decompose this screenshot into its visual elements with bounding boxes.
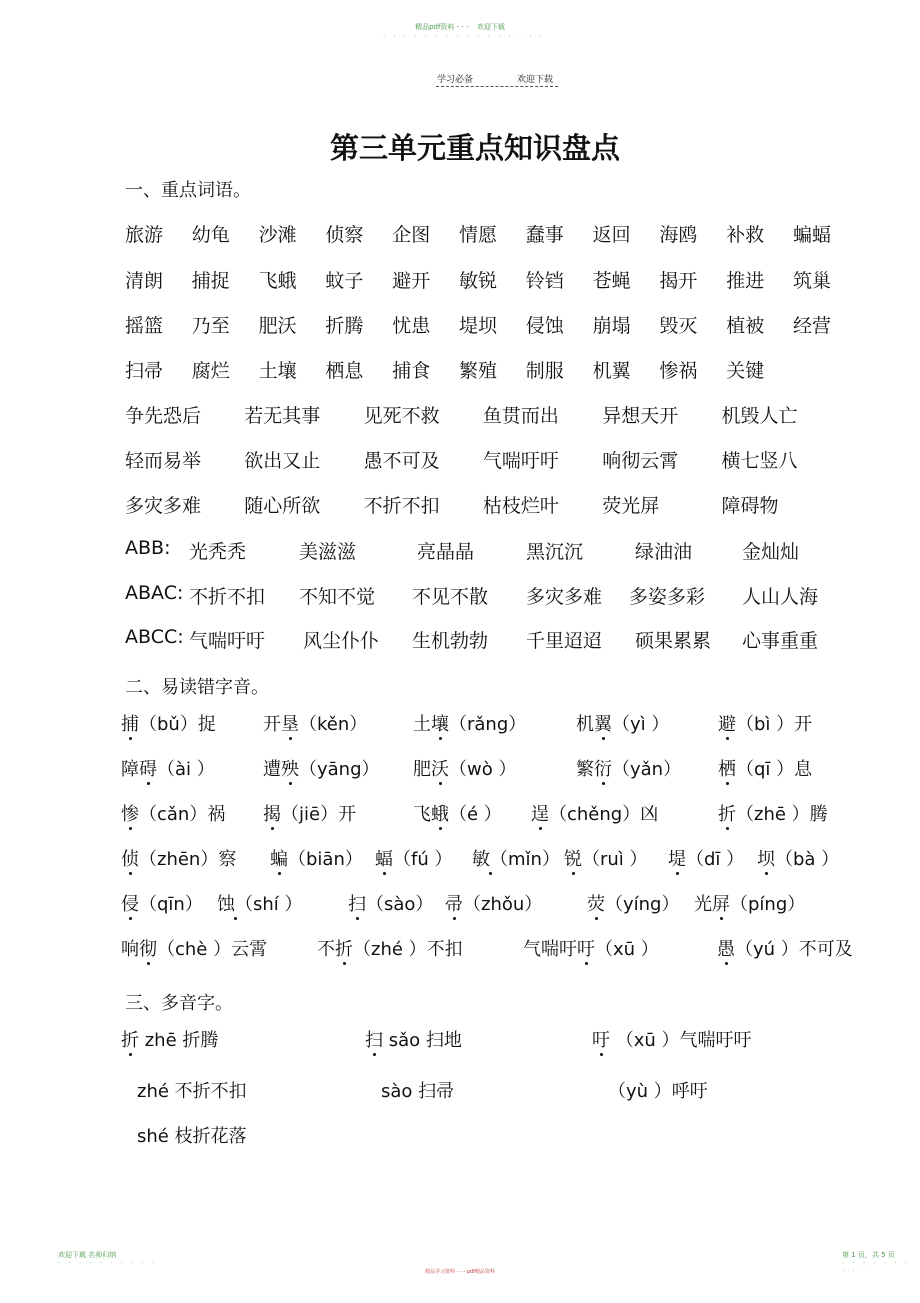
idiom-item: 异想天开 — [602, 405, 679, 427]
pinyin-reading: （chè ）云霄 — [157, 939, 268, 960]
pinyin-prefix: 障 — [121, 759, 139, 780]
pinyin-item — [317, 935, 463, 961]
idiom-item: 见死不救 — [363, 405, 440, 427]
polyphone-char: 折 — [121, 1030, 139, 1051]
pinyin-item — [564, 845, 648, 871]
footer-dots-left: · · · · · · · · · · — [58, 1259, 158, 1267]
pinyin-item — [217, 890, 303, 916]
polyphone-entry — [608, 1077, 708, 1103]
pattern-item: 多灾多难 — [526, 586, 603, 608]
word-item: 筑巢 — [793, 270, 832, 292]
polyphone-entry — [137, 1122, 247, 1148]
polyphone-char: 扫 — [365, 1030, 383, 1051]
pinyin-prefix: 遭 — [263, 759, 281, 780]
pinyin-dotted-char: 堤 — [668, 849, 686, 870]
pinyin-dotted-char: 愚 — [717, 939, 735, 960]
polyphone-reading: sǎo 扫地 — [383, 1030, 462, 1051]
pinyin-prefix: 响 — [121, 939, 139, 960]
header-right: 欢迎下载 — [517, 75, 554, 85]
word-item: 乃至 — [191, 315, 230, 337]
pinyin-dotted-char: 锐 — [564, 849, 582, 870]
word-item: 崩塌 — [592, 315, 631, 337]
pinyin-reading: （zhé ）不扣 — [353, 939, 463, 960]
word-item: 企图 — [392, 224, 431, 246]
pattern-item: 黑沉沉 — [526, 541, 584, 563]
pinyin-dotted-char: 扫 — [348, 894, 366, 915]
pinyin-reading: （yāng） — [299, 759, 380, 780]
pinyin-reading: （zhēn）察 — [139, 849, 237, 870]
pinyin-item — [718, 710, 812, 736]
pinyin-prefix: 飞 — [413, 804, 431, 825]
word-item: 制服 — [525, 360, 564, 382]
pinyin-item — [121, 935, 267, 961]
pinyin-item — [576, 755, 681, 781]
word-item: 毁灭 — [659, 315, 698, 337]
pinyin-reading: （yú ）不可及 — [735, 939, 853, 960]
word-item: 侦察 — [325, 224, 364, 246]
pinyin-prefix: 不 — [317, 939, 335, 960]
pinyin-dotted-char: 捕 — [121, 714, 139, 735]
pinyin-reading: （rǎng） — [449, 714, 527, 735]
word-item: 情愿 — [459, 224, 498, 246]
section-heading-polyphones: 三、多音字。 — [125, 993, 233, 1014]
pinyin-dotted-char: 蝠 — [375, 849, 393, 870]
pattern-item: 金灿灿 — [742, 541, 800, 563]
header-rule — [436, 86, 558, 87]
idiom-item: 轻而易举 — [125, 450, 202, 472]
word-item: 飞蛾 — [258, 270, 297, 292]
pinyin-dotted-char: 荧 — [587, 894, 605, 915]
pinyin-reading: （cǎn）祸 — [139, 804, 226, 825]
idiom-item: 随心所欲 — [244, 495, 321, 517]
pinyin-item — [718, 755, 812, 781]
word-item: 沙滩 — [258, 224, 297, 246]
pinyin-item — [263, 710, 367, 736]
pattern-item: 美滋滋 — [299, 541, 357, 563]
pinyin-item — [375, 845, 452, 871]
pinyin-reading: （ài ） — [157, 759, 215, 780]
section-heading-pinyin: 二、易读错字音。 — [125, 677, 269, 698]
pinyin-dotted-char: 蝙 — [270, 849, 288, 870]
pinyin-item — [472, 845, 560, 871]
polyphone-reading: zhé 不折不扣 — [137, 1081, 247, 1102]
pinyin-item — [576, 710, 669, 736]
pattern-item: 心事重重 — [742, 630, 819, 652]
pinyin-item — [348, 890, 433, 916]
pinyin-prefix: 光 — [694, 894, 712, 915]
pinyin-reading: （bì ）开 — [736, 714, 813, 735]
idiom-item: 愚不可及 — [363, 450, 440, 472]
page-title: 第三单元重点知识盘点 — [329, 131, 620, 165]
polyphone-reading: shé 枝折花落 — [137, 1126, 247, 1147]
idiom-item: 障碍物 — [721, 495, 779, 517]
idiom-item: 不折不扣 — [363, 495, 440, 517]
polyphone-entry — [592, 1026, 752, 1052]
pinyin-prefix: 土 — [413, 714, 431, 735]
pattern-item: 气喘吁吁 — [189, 630, 266, 652]
pinyin-reading: （dī ） — [686, 849, 745, 870]
footer-right: 第 1 页，共 5 页 — [842, 1251, 895, 1259]
pinyin-reading: （biān） — [288, 849, 363, 870]
pinyin-reading: （bà ） — [775, 849, 840, 870]
banner-left: 精品pdf资料 - - - — [415, 23, 469, 31]
pinyin-dotted-char: 彻 — [139, 939, 157, 960]
banner-right: 欢迎下载 — [476, 23, 505, 31]
pinyin-prefix: 气喘吁 — [523, 939, 577, 960]
pinyin-item — [718, 800, 828, 826]
polyphone-reading: （yù ）呼吁 — [608, 1081, 708, 1102]
word-item: 侵蚀 — [525, 315, 564, 337]
section-heading-words: 一、重点词语。 — [125, 180, 251, 201]
pinyin-reading: （mǐn） — [490, 849, 560, 870]
pattern-item: 亮晶晶 — [417, 541, 475, 563]
word-item: 幼龟 — [191, 224, 230, 246]
pinyin-dotted-char: 揭 — [263, 804, 281, 825]
pinyin-item — [413, 710, 526, 736]
word-item: 经营 — [793, 315, 832, 337]
page-header — [437, 72, 553, 85]
pinyin-reading: （bǔ）捉 — [139, 714, 216, 735]
pinyin-reading: （jiē）开 — [281, 804, 357, 825]
pinyin-dotted-char: 栖 — [718, 759, 736, 780]
pinyin-reading: （wò ） — [449, 759, 517, 780]
polyphone-entry — [121, 1026, 218, 1052]
pinyin-dotted-char: 蛾 — [431, 804, 449, 825]
pinyin-item — [587, 890, 680, 916]
pinyin-dotted-char: 帚 — [445, 894, 463, 915]
pinyin-dotted-char: 坝 — [757, 849, 775, 870]
word-item: 肥沃 — [258, 315, 297, 337]
pinyin-reading: （zhē ）腾 — [736, 804, 828, 825]
pattern-label: ABB: — [125, 537, 171, 559]
pinyin-dotted-char: 折 — [335, 939, 353, 960]
pinyin-item — [270, 845, 363, 871]
top-banner — [0, 22, 920, 32]
pinyin-item — [263, 800, 356, 826]
idiom-item: 横七竖八 — [721, 450, 798, 472]
pinyin-dotted-char: 殃 — [281, 759, 299, 780]
pinyin-item — [531, 800, 658, 826]
polyphone-char: 吁 — [592, 1030, 610, 1051]
word-item: 土壤 — [258, 360, 297, 382]
word-item: 旅游 — [125, 224, 164, 246]
word-item: 揭开 — [659, 270, 698, 292]
pinyin-item — [757, 845, 839, 871]
pinyin-item — [523, 935, 659, 961]
pinyin-item — [121, 710, 216, 736]
word-item: 推进 — [726, 270, 765, 292]
word-item: 海鸥 — [659, 224, 698, 246]
pinyin-prefix: 机 — [576, 714, 594, 735]
pinyin-dotted-char: 沃 — [431, 759, 449, 780]
word-item: 返回 — [592, 224, 631, 246]
word-item: 蝙蝠 — [793, 224, 832, 246]
pinyin-reading: （fú ） — [393, 849, 453, 870]
pinyin-dotted-char: 折 — [718, 804, 736, 825]
pattern-item: 不见不散 — [412, 586, 489, 608]
pattern-label: ABAC: — [125, 582, 184, 604]
idiom-item: 欲出又止 — [244, 450, 321, 472]
banner-dots: · · · · · · · · · · · · · · · · — [383, 33, 545, 41]
pinyin-dotted-char: 垦 — [281, 714, 299, 735]
pinyin-item — [121, 845, 236, 871]
word-item: 折腾 — [325, 315, 364, 337]
idiom-item: 争先恐后 — [125, 405, 202, 427]
polyphone-entry — [137, 1077, 247, 1103]
pinyin-prefix: 敏 — [472, 849, 490, 870]
footer-left: 欢迎下载 名师归纳 — [58, 1251, 117, 1259]
pattern-label: ABCC: — [125, 626, 184, 648]
pinyin-dotted-char: 吁 — [577, 939, 595, 960]
pinyin-reading: （sào） — [366, 894, 434, 915]
pattern-item: 风尘仆仆 — [303, 630, 380, 652]
idiom-item: 荧光屏 — [602, 495, 660, 517]
pinyin-dotted-char: 惨 — [121, 804, 139, 825]
pinyin-reading: （kěn） — [299, 714, 368, 735]
word-item: 繁殖 — [459, 360, 498, 382]
pinyin-prefix: 蚀 — [217, 894, 235, 915]
pinyin-dotted-char: 侵 — [121, 894, 139, 915]
word-item: 避开 — [392, 270, 431, 292]
idiom-item: 若无其事 — [244, 405, 321, 427]
word-item: 蚊子 — [325, 270, 364, 292]
pinyin-dotted-char: 侦 — [121, 849, 139, 870]
pinyin-dotted-char: 逞 — [531, 804, 549, 825]
pinyin-reading: （zhǒu） — [463, 894, 543, 915]
word-item: 摇篮 — [125, 315, 164, 337]
idiom-item: 枯枝烂叶 — [482, 495, 559, 517]
pinyin-item — [121, 800, 225, 826]
pinyin-dotted-char: 衍 — [594, 759, 612, 780]
idiom-item: 多灾多难 — [125, 495, 202, 517]
pattern-item: 绿油油 — [635, 541, 693, 563]
pinyin-dotted-char: 避 — [718, 714, 736, 735]
word-item: 栖息 — [325, 360, 364, 382]
word-item: 清朗 — [125, 270, 164, 292]
pattern-item: 千里迢迢 — [526, 630, 603, 652]
word-item: 铃铛 — [525, 270, 564, 292]
footer-dots-right: · · · · · · · · · · — [842, 1259, 910, 1275]
pinyin-reading: （yì ） — [612, 714, 670, 735]
polyphone-reading: sào 扫帚 — [381, 1081, 455, 1102]
word-item: 植被 — [726, 315, 765, 337]
pinyin-dotted-char: 翼 — [594, 714, 612, 735]
word-item: 关键 — [726, 360, 765, 382]
word-item: 忧患 — [392, 315, 431, 337]
pinyin-item — [445, 890, 542, 916]
footer-center: 精品学习资料 - - - pdf精品资料 — [425, 1269, 495, 1275]
pinyin-prefix: 繁 — [576, 759, 594, 780]
idiom-item: 响彻云霄 — [602, 450, 679, 472]
word-item: 捕食 — [392, 360, 431, 382]
pinyin-reading: （xū ） — [595, 939, 659, 960]
word-item: 扫帚 — [125, 360, 164, 382]
pinyin-reading: （píng） — [730, 894, 806, 915]
pinyin-item — [694, 890, 805, 916]
pinyin-reading: （yíng） — [605, 894, 680, 915]
pinyin-item — [263, 755, 380, 781]
word-item: 蠢事 — [525, 224, 564, 246]
pattern-item: 不知不觉 — [299, 586, 376, 608]
pinyin-dotted-char: 屏 — [712, 894, 730, 915]
word-item: 补救 — [726, 224, 765, 246]
pattern-item: 生机勃勃 — [412, 630, 489, 652]
word-item: 惨祸 — [659, 360, 698, 382]
pattern-item: 多姿多彩 — [629, 586, 706, 608]
polyphone-entry — [381, 1077, 454, 1103]
idiom-item: 机毁人亡 — [721, 405, 798, 427]
polyphone-reading: （xū ）气喘吁吁 — [610, 1030, 752, 1051]
word-item: 苍蝇 — [592, 270, 631, 292]
pinyin-prefix: 开 — [263, 714, 281, 735]
pinyin-item — [668, 845, 744, 871]
pinyin-reading: （é ） — [449, 804, 502, 825]
pattern-item: 硕果累累 — [635, 630, 712, 652]
pattern-item: 人山人海 — [742, 586, 819, 608]
word-item: 堤坝 — [459, 315, 498, 337]
word-item: 腐烂 — [191, 360, 230, 382]
pinyin-reading: （qīn） — [139, 894, 203, 915]
pinyin-item — [413, 755, 516, 781]
pinyin-item — [717, 935, 853, 961]
idiom-item: 气喘吁吁 — [482, 450, 559, 472]
pinyin-item — [413, 800, 502, 826]
polyphone-entry — [365, 1026, 462, 1052]
word-item: 敏锐 — [459, 270, 498, 292]
word-item: 捕捉 — [191, 270, 230, 292]
pinyin-item — [121, 755, 215, 781]
pinyin-prefix: 肥 — [413, 759, 431, 780]
pinyin-reading: （shí ） — [235, 894, 303, 915]
polyphone-reading: zhē 折腾 — [139, 1030, 219, 1051]
pattern-item: 光秃秃 — [189, 541, 247, 563]
pinyin-reading: （ruì ） — [582, 849, 648, 870]
pinyin-reading: （yǎn） — [612, 759, 682, 780]
idiom-item: 鱼贯而出 — [482, 405, 559, 427]
pinyin-dotted-char: 碍 — [139, 759, 157, 780]
pattern-item: 不折不扣 — [189, 586, 266, 608]
pinyin-reading: （chěng）凶 — [549, 804, 659, 825]
pinyin-item — [121, 890, 203, 916]
word-item: 机翼 — [592, 360, 631, 382]
pinyin-dotted-char: 壤 — [431, 714, 449, 735]
header-left: 学习必备 — [437, 75, 474, 85]
pinyin-reading: （qī ）息 — [736, 759, 813, 780]
